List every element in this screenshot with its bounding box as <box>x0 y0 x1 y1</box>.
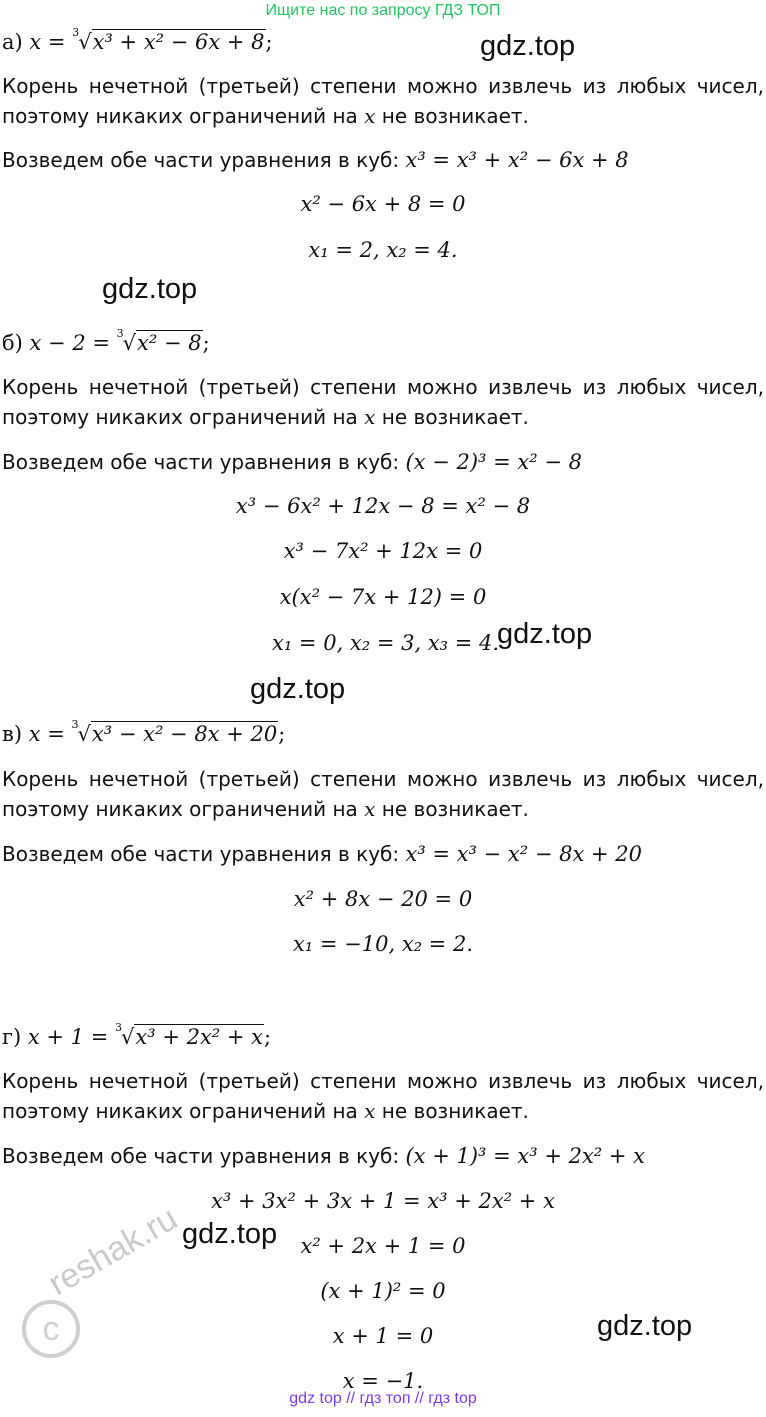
step-a-2: x₁ = 2, x₂ = 4. <box>308 238 458 262</box>
step-g-4: x + 1 = 0 <box>332 1324 434 1348</box>
intro-b-line2: поэтому никаких ограничений на x не возникает. <box>2 405 529 429</box>
watermark: gdz.top <box>102 273 198 305</box>
step-g-1: x³ + 3x² + 3x + 1 = x³ + 2x² + x <box>211 1189 555 1213</box>
copyright-icon: c <box>22 1300 80 1358</box>
intro-v-line1: Корень нечетной (третьей) степени можно извлечь из любых чисел, <box>2 767 764 791</box>
equation-v: в) x = 3 √x³ − x² − 8x + 20; <box>2 718 286 746</box>
step-b-3: x(x² − 7x + 12) = 0 <box>279 585 487 609</box>
intro-v-line2: поэтому никаких ограничений на x не возникает. <box>2 797 529 821</box>
step-v-2: x₁ = −10, x₂ = 2. <box>292 932 474 956</box>
intro-a-line2: поэтому никаких ограничений на x не возникает. <box>2 104 529 128</box>
equation-g: г) x + 1 = 3 √x³ + 2x² + x; <box>2 1021 272 1049</box>
cube-root: 3 √x³ + 2x² + x <box>115 1021 264 1049</box>
intro-a-line1: Корень нечетной (третьей) степени можно извлечь из любых чисел, <box>2 74 764 98</box>
equation-a: а) x = 3 √x³ + x² − 6x + 8; <box>2 26 273 54</box>
watermark: gdz.top <box>182 1218 278 1250</box>
step-b-4: x₁ = 0, x₂ = 3, x₃ = 4. <box>272 631 500 655</box>
intro-g-line2: поэтому никаких ограничений на x не возникает. <box>2 1099 529 1123</box>
cube-root: 3 √x² − 8 <box>116 327 202 355</box>
watermark: gdz.top <box>250 673 346 705</box>
cube-b: Возведем обе части уравнения в куб: (x − 2)³ = x² − 8 <box>2 450 582 474</box>
step-g-2: x² + 2x + 1 = 0 <box>300 1234 466 1258</box>
cube-root: 3 √x³ + x² − 6x + 8 <box>72 26 265 54</box>
step-b-2: x³ − 7x² + 12x = 0 <box>283 539 483 563</box>
cube-v: Возведем обе части уравнения в куб: x³ = x³ − x² − 8x + 20 <box>2 842 642 866</box>
equation-b: б) x − 2 = 3 √x² − 8; <box>2 327 210 355</box>
cube-g: Возведем обе части уравнения в куб: (x + 1)³ = x³ + 2x² + x <box>2 1144 646 1168</box>
intro-g-line1: Корень нечетной (третьей) степени можно извлечь из любых чисел, <box>2 1069 764 1093</box>
step-g-5: x = −1. <box>342 1369 424 1393</box>
step-b-1: x³ − 6x² + 12x − 8 = x² − 8 <box>235 494 531 518</box>
step-a-1: x² − 6x + 8 = 0 <box>300 192 466 216</box>
step-g-3: (x + 1)² = 0 <box>320 1279 446 1303</box>
intro-b-line1: Корень нечетной (третьей) степени можно извлечь из любых чисел, <box>2 375 764 399</box>
footer-links: gdz top // гдз топ // гдз top <box>289 1390 477 1407</box>
top-banner: Ищите нас по запросу ГДЗ ТОП <box>265 2 501 19</box>
step-v-1: x² + 8x − 20 = 0 <box>293 887 473 911</box>
watermark: gdz.top <box>497 618 593 650</box>
reshak-watermark: c reshak.ru <box>22 1240 192 1390</box>
cube-a: Возведем обе части уравнения в куб: x³ = x³ + x² − 6x + 8 <box>2 148 629 172</box>
watermark: gdz.top <box>597 1310 693 1342</box>
watermark: gdz.top <box>480 30 576 62</box>
cube-root: 3 √x³ − x² − 8x + 20 <box>71 718 278 746</box>
